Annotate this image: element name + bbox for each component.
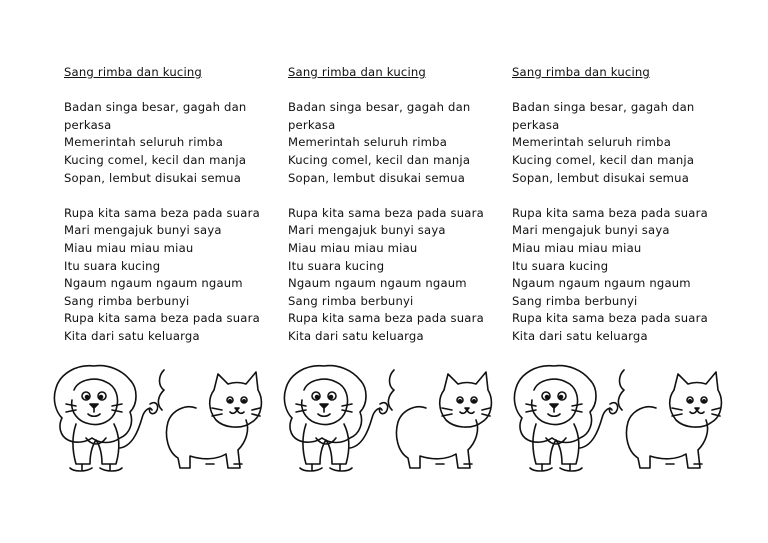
- poem-line: Ngaum ngaum ngaum ngaum: [512, 276, 691, 291]
- cat-icon: [618, 370, 721, 468]
- poem-line: Sopan, lembut disukai semua: [64, 170, 242, 185]
- poem-line: Sang rimba berbunyi: [288, 293, 414, 308]
- cat-icon: [388, 370, 491, 468]
- poem-line: Sang rimba berbunyi: [512, 293, 638, 308]
- poem-line: Itu suara kucing: [288, 258, 385, 273]
- illustration-3: [506, 360, 731, 475]
- poem-line: Itu suara kucing: [512, 258, 609, 273]
- poem-line: Badan singa besar, gagah dan perkasa: [64, 100, 247, 132]
- poem-line: Mari mengajuk bunyi saya: [512, 223, 670, 238]
- cat-icon: [158, 370, 261, 468]
- lion-icon: [284, 366, 387, 471]
- poem-title: Sang rimba dan kucing: [288, 65, 426, 79]
- poem-line: Mari mengajuk bunyi saya: [64, 223, 222, 238]
- poem-line: Memerintah seluruh rimba: [64, 135, 224, 150]
- poem-line: Kita dari satu keluarga: [512, 328, 648, 343]
- poem-line: Sang rimba berbunyi: [64, 293, 190, 308]
- poem-column-2: [288, 64, 513, 363]
- poem-line: Sopan, lembut disukai semua: [512, 170, 690, 185]
- poem-line: Rupa kita sama beza pada suara: [512, 311, 708, 326]
- poem-line: Badan singa besar, gagah dan perkasa: [512, 100, 695, 132]
- poem-line: Ngaum ngaum ngaum ngaum: [288, 276, 467, 291]
- poem-column-1: [64, 64, 289, 363]
- stanza-1: [64, 99, 289, 187]
- poem-line: Ngaum ngaum ngaum ngaum: [64, 276, 243, 291]
- poem-line: Miau miau miau miau: [288, 240, 418, 255]
- lion-icon: [514, 366, 617, 471]
- poem-line: Miau miau miau miau: [64, 240, 194, 255]
- stanza-1: [512, 99, 737, 187]
- stanza-2: [64, 205, 289, 346]
- stanza-2: [288, 205, 513, 346]
- poem-line: Rupa kita sama beza pada suara: [64, 311, 260, 326]
- stanza-1: [288, 99, 513, 187]
- poem-title: Sang rimba dan kucing: [64, 65, 202, 79]
- poem-line: Rupa kita sama beza pada suara: [64, 205, 260, 220]
- poem-line: Mari mengajuk bunyi saya: [288, 223, 446, 238]
- poem-line: Kita dari satu keluarga: [64, 328, 200, 343]
- illustration-1: [46, 360, 271, 475]
- poem-line: Memerintah seluruh rimba: [288, 135, 448, 150]
- poem-line: Kucing comel, kecil dan manja: [512, 152, 695, 167]
- poem-line: Badan singa besar, gagah dan perkasa: [288, 100, 471, 132]
- poem-line: Rupa kita sama beza pada suara: [288, 205, 484, 220]
- lion-icon: [54, 366, 157, 471]
- stanza-2: [512, 205, 737, 346]
- poem-line: Kucing comel, kecil dan manja: [64, 152, 247, 167]
- poem-line: Itu suara kucing: [64, 258, 161, 273]
- illustration-2: [276, 360, 501, 475]
- poem-line: Rupa kita sama beza pada suara: [512, 205, 708, 220]
- poem-title: Sang rimba dan kucing: [512, 65, 650, 79]
- poem-column-3: [512, 64, 737, 363]
- poem-line: Kucing comel, kecil dan manja: [288, 152, 471, 167]
- poem-line: Rupa kita sama beza pada suara: [288, 311, 484, 326]
- poem-line: Miau miau miau miau: [512, 240, 642, 255]
- poem-line: Sopan, lembut disukai semua: [288, 170, 466, 185]
- poem-line: Kita dari satu keluarga: [288, 328, 424, 343]
- poem-line: Memerintah seluruh rimba: [512, 135, 672, 150]
